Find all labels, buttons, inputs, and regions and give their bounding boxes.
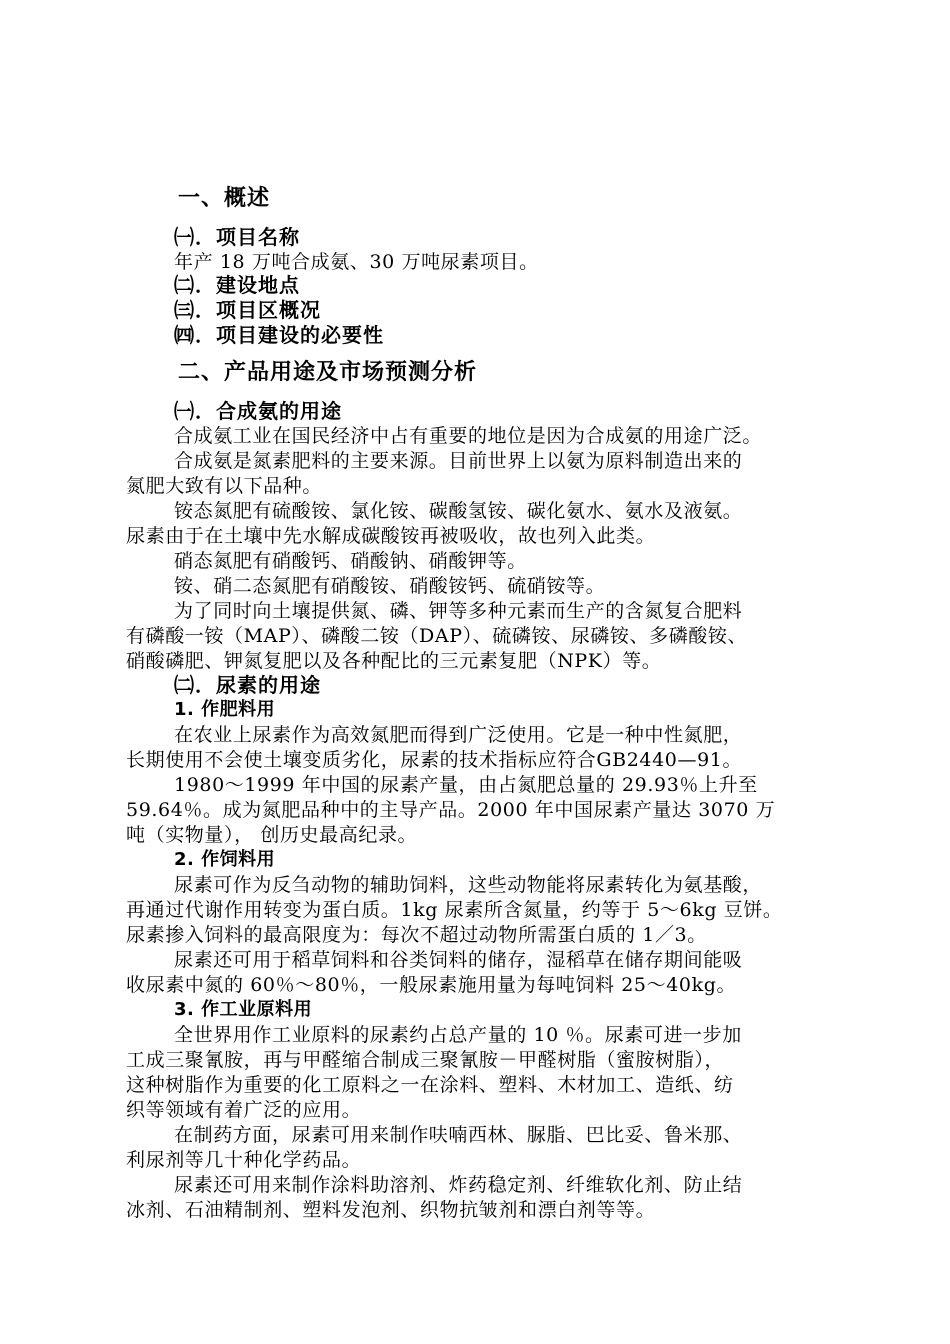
subsection-area-overview-heading: ㈢．项目区概况 — [174, 298, 321, 322]
paragraph-line: 再通过代谢作用转变为蛋白质。1kg 尿素所含氮量，约等于 5～6kg 豆饼。 — [126, 899, 783, 921]
urea-use-fertilizer-heading: 1. 作肥料用 — [174, 699, 276, 720]
subsection-location-heading: ㈡．建设地点 — [174, 273, 300, 297]
paragraph-line: 1980～1999 年中国的尿素产量，由占氮肥总量的 29.93％上升至 — [174, 774, 758, 796]
paragraph-line: 织等领域有着广泛的应用。 — [126, 1099, 362, 1121]
paragraph-line: 硝态氮肥有硝酸钙、硝酸钠、硝酸钾等。 — [174, 550, 527, 572]
urea-use-industrial-heading: 3. 作工业原料用 — [174, 999, 313, 1020]
paragraph-line: 铵、硝二态氮肥有硝酸铵、硝酸铵钙、硫硝铵等。 — [174, 575, 606, 597]
section-2-heading: 二、产品用途及市场预测分析 — [178, 360, 478, 385]
paragraph-line: 尿素由于在土壤中先水解成碳酸铵再被吸收，故也列入此类。 — [126, 525, 656, 547]
paragraph-line: 工成三聚氰胺，再与甲醛缩合制成三聚氰胺－甲醛树脂（蜜胺树脂）， — [126, 1049, 725, 1071]
paragraph-line: 59.64％。成为氮肥品种中的主导产品。2000 年中国尿素产量达 3070 万 — [126, 799, 776, 821]
paragraph-line: 合成氨工业在国民经济中占有重要的地位是因为合成氨的用途广泛。 — [174, 425, 763, 447]
project-name-text: 年产 18 万吨合成氨、30 万吨尿素项目。 — [174, 251, 539, 273]
subsection-necessity-heading: ㈣．项目建设的必要性 — [174, 323, 384, 347]
paragraph-line: 尿素还可用于稻草饲料和谷类饲料的储存，湿稻草在储存期间能吸 — [174, 949, 743, 971]
paragraph-line: 为了同时向土壤提供氮、磷、钾等多种元素而生产的含氮复合肥料 — [174, 600, 743, 622]
paragraph-line: 氮肥大致有以下品种。 — [126, 475, 323, 497]
paragraph-line: 尿素可作为反刍动物的辅助饲料，这些动物能将尿素转化为氨基酸， — [174, 874, 763, 896]
paragraph-line: 尿素还可用来制作涂料助溶剂、炸药稳定剂、纤维软化剂、防止结 — [174, 1174, 743, 1196]
paragraph-line: 冰剂、石油精制剂、塑料发泡剂、织物抗皱剂和漂白剂等等。 — [126, 1199, 656, 1221]
paragraph-line: 在农业上尿素作为高效氮肥而得到广泛使用。它是一种中性氮肥， — [174, 724, 743, 746]
paragraph-line: 全世界用作工业原料的尿素约占总产量的 10 ％。尿素可进一步加 — [174, 1024, 742, 1046]
paragraph-line: 在制药方面，尿素可用来制作呋喃西林、脲脂、巴比妥、鲁米那、 — [174, 1124, 743, 1146]
paragraph-line: 长期使用不会使土壤变质劣化，尿素的技术指标应符合GB2440—91。 — [126, 749, 743, 771]
paragraph-line: 硝酸磷肥、钾氮复肥以及各种配比的三元素复肥（NPK）等。 — [126, 650, 662, 672]
urea-use-feed-heading: 2. 作饲料用 — [174, 849, 276, 870]
paragraph-line: 吨（实物量）， 创历史最高纪录。 — [126, 824, 418, 846]
paragraph-line: 有磷酸一铵（MAP）、磷酸二铵（DAP）、硫磷铵、尿磷铵、多磷酸铵、 — [126, 625, 748, 647]
subsection-urea-uses-heading: ㈡．尿素的用途 — [174, 673, 321, 697]
paragraph-line: 利尿剂等几十种化学药品。 — [126, 1149, 362, 1171]
paragraph-line: 合成氨是氮素肥料的主要来源。目前世界上以氨为原料制造出来的 — [174, 450, 743, 472]
subsection-ammonia-uses-heading: ㈠．合成氨的用途 — [174, 399, 342, 423]
paragraph-line: 铵态氮肥有硫酸铵、氯化铵、碳酸氢铵、碳化氨水、氨水及液氨。 — [174, 500, 743, 522]
paragraph-line: 尿素掺入饲料的最高限度为：每次不超过动物所需蛋白质的 1／3。 — [126, 924, 707, 946]
section-1-heading: 一、概述 — [178, 186, 271, 211]
paragraph-line: 这种树脂作为重要的化工原料之一在涂料、塑料、木材加工、造纸、纺 — [126, 1074, 734, 1096]
paragraph-line: 收尿素中氮的 60％～80％，一般尿素施用量为每吨饲料 25～40kg。 — [126, 974, 737, 996]
subsection-project-name-heading: ㈠．项目名称 — [174, 225, 300, 249]
